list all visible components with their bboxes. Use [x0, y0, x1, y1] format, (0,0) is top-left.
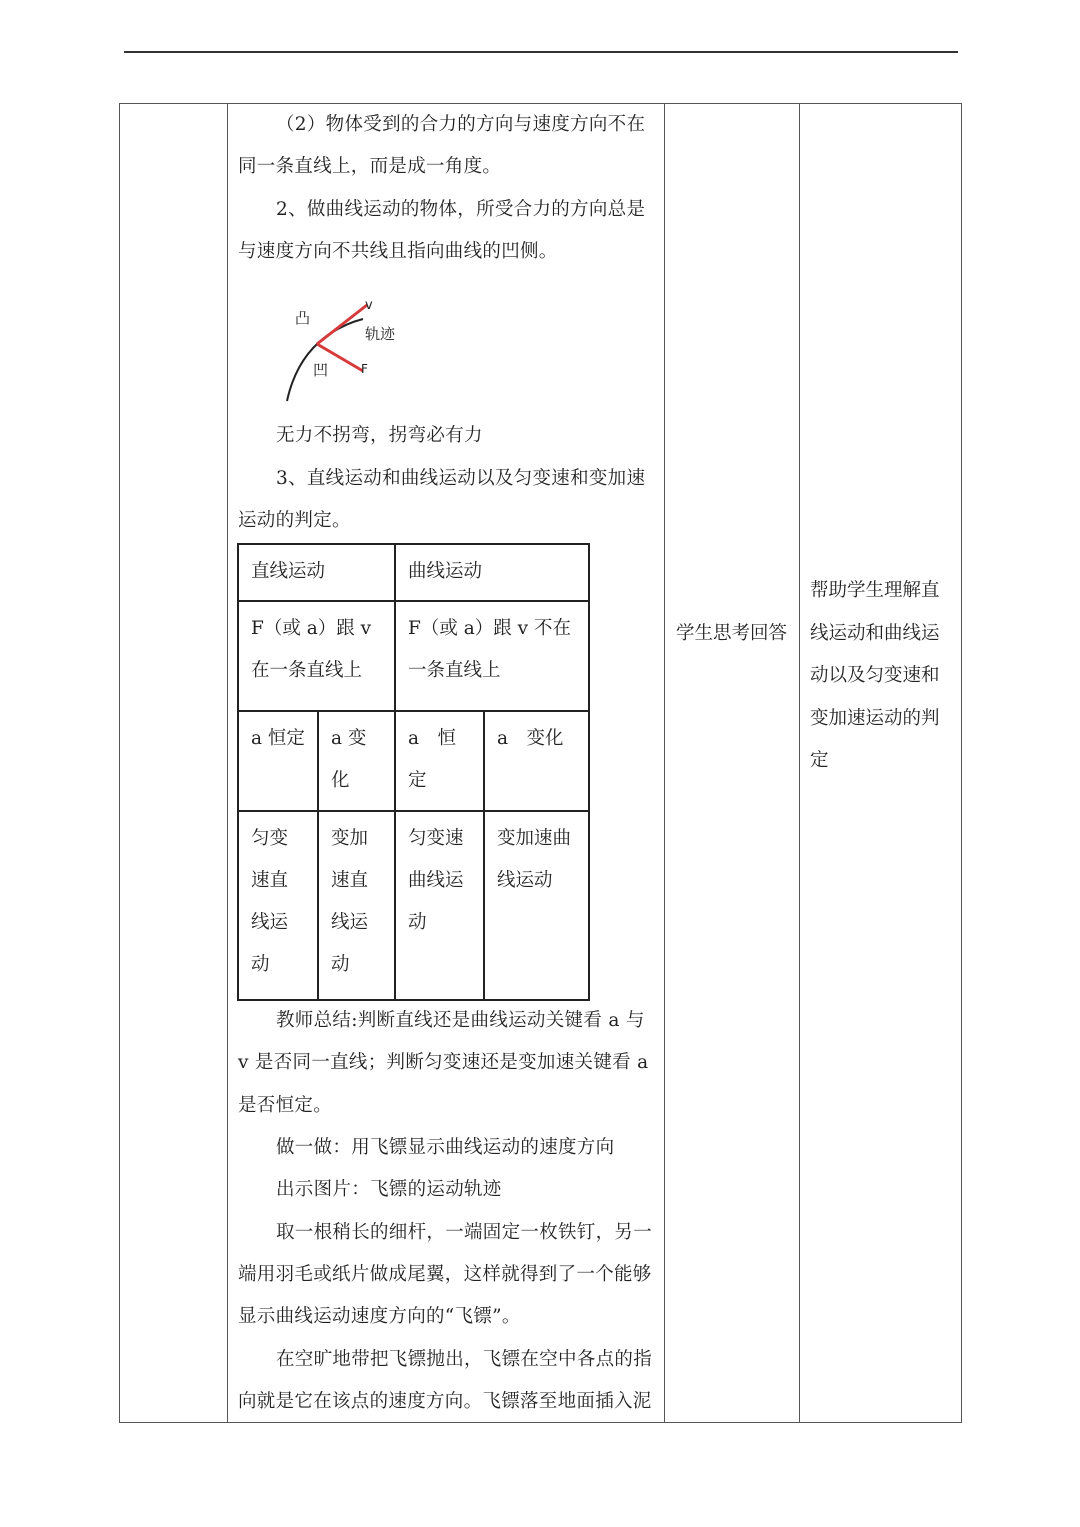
- a-changing-curve: a 变化: [484, 711, 589, 811]
- a-constant-curve: a 恒定: [395, 711, 484, 811]
- result-variable-line: 变加速直线运动: [318, 811, 395, 1000]
- paragraph: 向就是它在该点的速度方向。飞镖落至地面插入泥: [238, 1391, 652, 1412]
- paragraph: 在空旷地带把飞镖抛出，飞镖在空中各点的指: [276, 1349, 653, 1370]
- v-label: v: [365, 298, 373, 313]
- paragraph: 与速度方向不共线且指向曲线的凹侧。: [238, 241, 558, 262]
- a-changing-line: a 变化: [318, 711, 395, 811]
- paragraph: 同一条直线上，而是成一角度。: [238, 156, 502, 177]
- student-activity: 学生思考回答: [676, 623, 788, 644]
- convex-label: 凸: [295, 309, 311, 327]
- column-divider: [799, 103, 800, 1423]
- paragraph: 出示图片：飞镖的运动轨迹: [276, 1179, 502, 1200]
- paragraph: v 是否同一直线；判断匀变速还是变加速关键看 a: [238, 1052, 649, 1073]
- condition-curve: F（或 a）跟 v 不在一条直线上: [395, 601, 589, 711]
- header-curve-motion: 曲线运动: [395, 544, 589, 601]
- column-divider: [664, 103, 665, 1423]
- condition-line: F（或 a）跟 v 在一条直线上: [238, 601, 395, 711]
- motion-judgement-table: [237, 543, 590, 1001]
- result-uniform-line: 匀变速直线运动: [238, 811, 318, 1000]
- paragraph: 取一根稍长的细杆，一端固定一枚铁钉，另一: [276, 1222, 653, 1243]
- paragraph: （2）物体受到的合力的方向与速度方向不在: [276, 114, 646, 135]
- trajectory-curve: [287, 319, 363, 401]
- paragraph: 显示曲线运动速度方向的“飞镖”。: [238, 1306, 521, 1327]
- paragraph: 做一做：用飞镖显示曲线运动的速度方向: [276, 1137, 615, 1158]
- paragraph: 3、直线运动和曲线运动以及匀变速和变加速: [276, 468, 646, 489]
- paragraph: 是否恒定。: [238, 1095, 333, 1116]
- curve-force-figure: [283, 293, 413, 405]
- column-divider: [227, 103, 228, 1423]
- paragraph: 2、做曲线运动的物体，所受合力的方向总是: [276, 199, 646, 220]
- velocity-arrow: [317, 305, 367, 344]
- header-line-motion: 直线运动: [238, 544, 395, 601]
- f-label: F: [361, 362, 368, 376]
- paragraph: 教师总结:判断直线还是曲线运动关键看 a 与: [276, 1010, 645, 1031]
- a-constant-line: a 恒定: [238, 711, 318, 811]
- paragraph: 无力不拐弯，拐弯必有力: [276, 425, 483, 446]
- track-label: 轨迹: [365, 325, 396, 343]
- header-rule: [124, 51, 958, 53]
- result-uniform-curve: 匀变速曲线运动: [395, 811, 484, 1000]
- paragraph: 运动的判定。: [238, 510, 351, 531]
- design-intent: 帮助学生理解直线运动和曲线运动以及匀变速和变加速运动的判定: [810, 580, 940, 771]
- concave-label: 凹: [313, 361, 329, 379]
- result-variable-curve: 变加速曲线运动: [484, 811, 589, 1000]
- paragraph: 端用羽毛或纸片做成尾翼，这样就得到了一个能够: [238, 1264, 652, 1285]
